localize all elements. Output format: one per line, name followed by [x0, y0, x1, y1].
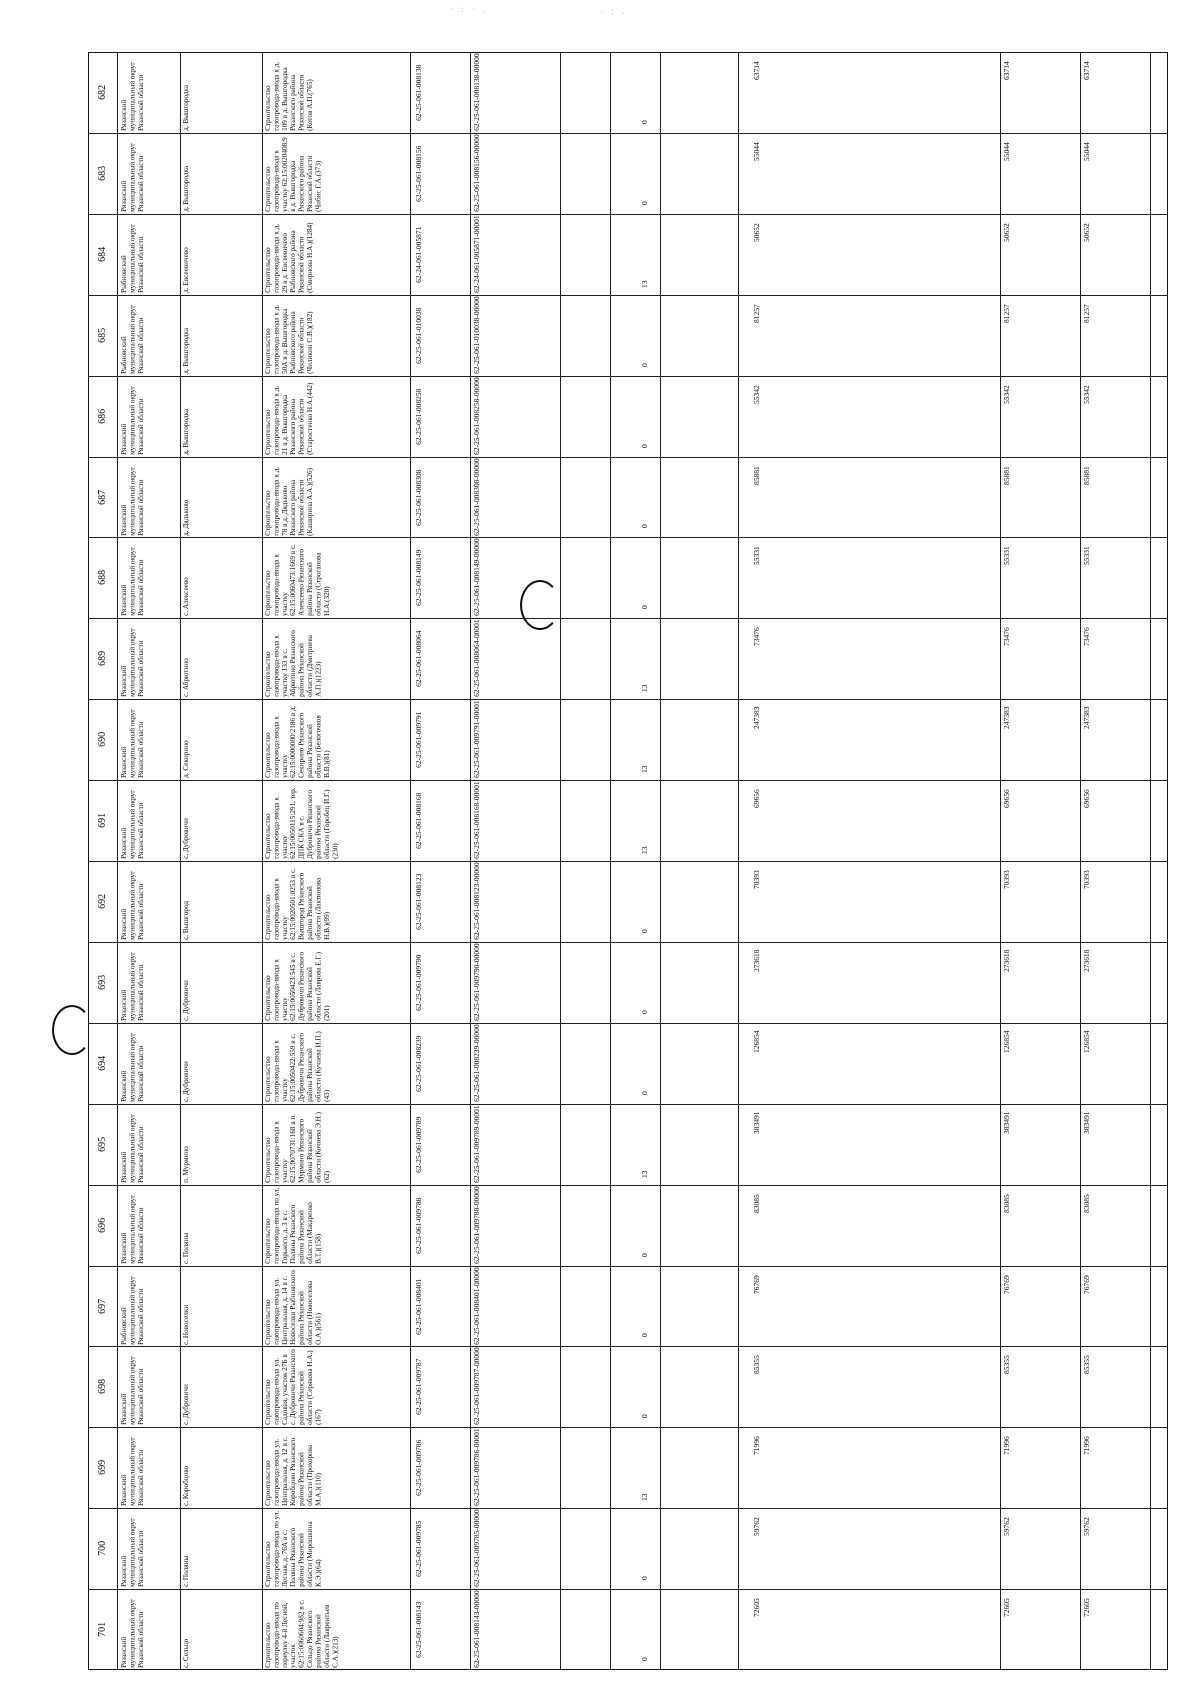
- locality-cell: с. Абрютино: [182, 658, 190, 698]
- district-cell: Рязанский муниципальный округ Рязанской области: [120, 1113, 145, 1183]
- fee-cell: 0: [640, 605, 649, 610]
- sum-cell: 85355: [1002, 1356, 1011, 1375]
- fee-cell: 13: [640, 765, 649, 773]
- sum-cell: 55342: [1002, 385, 1011, 404]
- fee-cell: 13: [640, 1493, 649, 1501]
- fee-cell: 0: [640, 120, 649, 124]
- description-cell: Строительство газопровода-ввода по ул. Лесная, д. 76А в с. Поляны Рязанского района Рязанской области (Мирошкина К.Э.)(64): [264, 1510, 323, 1588]
- object-code-cell: 62-25-061-008064: [414, 630, 423, 687]
- district-cell: Рыбновский муниципальный округ Рязанской области: [120, 304, 145, 374]
- sum-cell: 76769: [1082, 1275, 1091, 1294]
- sum-cell: 81257: [1002, 304, 1011, 324]
- sum-cell: 63714: [752, 61, 761, 81]
- row-number: 694: [97, 1055, 108, 1071]
- district-cell: Рыбновский муниципальный округ Рязанской области: [120, 223, 145, 293]
- row-divider: [88, 457, 1168, 458]
- sum-cell: 71996: [1002, 1436, 1011, 1456]
- row-divider: [88, 1266, 1168, 1267]
- row-number: 682: [97, 84, 108, 100]
- row-number: 684: [97, 246, 108, 262]
- locality-cell: с. Поляны: [182, 1232, 190, 1264]
- description-cell: Строительство газопровода-ввода ул. Центральная, д. 12 в с. Коробцово Рязанского района Рязанской области (Прохорова М.А.)(110): [264, 1436, 323, 1507]
- object-code-cell: 62-25-061-008258: [414, 387, 423, 445]
- locality-cell: д. Евсеевичево: [182, 247, 190, 293]
- sum-cell: 72605: [752, 1598, 761, 1618]
- description-cell: Строительство газопровода-ввода к участку 62:15:0020408:9 в д. Вышгородка Рязанского района Рязанской области (Чибис Г.А.(373): [264, 137, 323, 212]
- row-number: 688: [97, 570, 108, 586]
- fee-cell: 0: [640, 929, 649, 933]
- sum-cell: 73476: [1002, 627, 1011, 647]
- object-code-cell: 62-25-061-010038: [414, 307, 423, 364]
- object-code-full-cell: 62-25-061-009786-00001: [472, 1428, 481, 1507]
- district-cell: Рязанский муниципальный округ Рязанской области: [120, 1194, 145, 1264]
- fee-cell: 0: [640, 524, 649, 529]
- object-code-cell: 62-25-061-008401: [414, 1277, 423, 1335]
- sum-cell: 85355: [1082, 1356, 1091, 1375]
- description-cell: Строительство газопровода-ввода к участку 62:15:0070731:168 в п. Мурмино Рязанского района Рязанской области (Кочиева Э.Н.)(62): [264, 1111, 331, 1183]
- fee-cell: 13: [640, 279, 649, 288]
- row-number: 699: [97, 1460, 108, 1476]
- description-cell: Строительство газопровода-ввода к участку 62:15:0060473:1669 в с. Алексеево Рязанского района Рязанской области (Строганова Н.А.(320): [264, 544, 331, 617]
- district-cell: Рыбновский муниципальный округ Рязанской области: [120, 1275, 145, 1345]
- district-cell: Рязанский муниципальный округ Рязанской области: [120, 951, 145, 1021]
- object-code-cell: 62-24-061-005871: [414, 226, 423, 283]
- sum-cell: 55342: [1082, 385, 1091, 404]
- sum-cell: 59762: [1002, 1517, 1011, 1537]
- sum-cell: 55342: [752, 385, 761, 404]
- row-divider: [88, 214, 1168, 215]
- object-code-cell: 62-25-061-008156: [414, 145, 423, 202]
- row-number: 691: [97, 813, 108, 829]
- sum-cell: 247383: [1002, 706, 1011, 730]
- district-cell: Рязанский муниципальный округ Рязанской области: [120, 61, 145, 131]
- locality-cell: с. Вышгород: [182, 900, 190, 940]
- sum-cell: 126854: [1002, 1030, 1011, 1054]
- object-code-full-cell: 62-25-061-009791-00001: [472, 700, 481, 779]
- district-cell: Рязанский муниципальный округ Рязанской области: [120, 1437, 145, 1507]
- sum-cell: 55331: [1082, 547, 1091, 566]
- row-number: 687: [97, 489, 108, 505]
- district-cell: Рязанский муниципальный округ Рязанской области: [120, 1599, 145, 1668]
- sum-cell: 55044: [1002, 142, 1011, 162]
- description-cell: Строительство газопровода-ввода к д. 50А в д. Вышгородка Рыбновского района Рязанской области (Чиликин С.В.)(182): [264, 304, 315, 374]
- district-cell: Рязанский муниципальный округ Рязанской области: [120, 790, 145, 859]
- district-cell: Рязанский муниципальный округ Рязанской области: [120, 547, 145, 617]
- row-divider: [88, 1023, 1168, 1024]
- row-divider: [88, 376, 1168, 377]
- object-code-full-cell: 62-25-061-008168-00001: [472, 781, 481, 859]
- sum-cell: 247383: [752, 706, 761, 730]
- object-code-full-cell: 62-25-061-009790-00000: [472, 943, 481, 1021]
- sum-cell: 81257: [752, 304, 761, 324]
- fee-cell: 0: [640, 1576, 649, 1580]
- object-code-cell: 62-25-061-009785: [414, 1520, 423, 1577]
- description-cell: Строительство газопровода-ввода к участку 133 в с. Абрютино Рязанского района Рязанской области (Дмитриева А.П.)(1223): [264, 630, 323, 698]
- sum-cell: 83085: [1082, 1194, 1091, 1213]
- sum-cell: 85355: [752, 1356, 761, 1375]
- description-cell: Строительство газопровода-ввода к участку 62:15:0020501:0253 в с. Вышгород Рязанского района Рязанской области (Лактюнова Н.В.)(99): [264, 868, 331, 940]
- row-divider: [88, 1185, 1168, 1186]
- sum-cell: 59762: [752, 1517, 761, 1537]
- locality-cell: п. Мурмино: [182, 1146, 190, 1183]
- fee-cell: 0: [640, 200, 649, 205]
- object-code-full-cell: 62-25-061-008239-00000: [472, 1024, 481, 1102]
- description-cell: Строительство газопровода-ввода к д. 109 в д. Вышгородка Рязанского района Рязанской области (Котов А.П.(765): [264, 61, 315, 131]
- description-cell: Строительство газопровода-ввода по переулку 4-й Лесной, участок 62:15:0060604:982 в с. Сельцо Рязанского района Рязанской области (Лаврентьев С.А.)(213): [264, 1599, 340, 1668]
- sum-cell: 73476: [1082, 627, 1091, 647]
- sum-cell: 50652: [1002, 223, 1011, 243]
- row-number: 689: [97, 651, 108, 667]
- description-cell: Строительство газопровода-ввода ул. Садовая, участок 27Б в с. Дубровичи Рязанского района Рязанской области (Серякова Н.А.)(167): [264, 1349, 323, 1426]
- locality-cell: д. Вышгородка: [182, 84, 190, 131]
- object-code-cell: 62-25-061-009791: [414, 711, 423, 768]
- object-code-cell: 62-25-061-009788: [414, 1196, 423, 1254]
- object-code-full-cell: 62-25-061-009789-00001: [472, 1105, 481, 1183]
- scan-noise: · : · .: [450, 4, 489, 14]
- fee-cell: 0: [640, 362, 649, 367]
- sum-cell: 383491: [1002, 1111, 1011, 1134]
- fee-cell: 0: [640, 1009, 649, 1014]
- sum-cell: 81257: [1082, 304, 1091, 324]
- district-cell: Рязанский муниципальный округ Рязанской области: [120, 870, 145, 940]
- sum-cell: 59762: [1082, 1517, 1091, 1537]
- row-divider: [88, 295, 1168, 296]
- object-code-cell: 62-25-061-008123: [414, 873, 423, 930]
- district-cell: Рязанский муниципальный округ Рязанской области: [120, 385, 145, 455]
- sum-cell: 55331: [1002, 547, 1011, 566]
- description-cell: Строительство газопровода-ввода ул. Центральная, д. 14 в с. Новоселки Рыбновского района Рязанской области (Новоселова О.А.)(561): [264, 1269, 323, 1345]
- sum-cell: 72605: [1002, 1598, 1011, 1618]
- description-cell: Строительство газопровода-ввода к участку 62:15:0050422:559 в с. Дубровичи Рязанского района Рязанской области (Кучаева И.П.)(43): [264, 1030, 331, 1102]
- district-cell: Рязанский муниципальный округ Рязанской области: [120, 142, 145, 212]
- object-code-cell: 62-25-061-009787: [414, 1358, 423, 1415]
- locality-cell: с. Дубровичи: [182, 980, 190, 1021]
- object-code-full-cell: 62-25-061-010038-00000: [472, 296, 481, 374]
- punch-hole-mark: [520, 580, 560, 630]
- row-divider: [88, 861, 1168, 862]
- fee-cell: 13: [640, 846, 649, 854]
- object-code-full-cell: 62-25-061-009787-00000: [472, 1347, 481, 1426]
- object-code-full-cell: 62-25-061-008138-00000: [472, 53, 481, 131]
- sum-cell: 55044: [752, 142, 761, 162]
- sum-cell: 50652: [752, 223, 761, 243]
- locality-cell: д. Секирино: [182, 740, 190, 779]
- row-divider: [88, 780, 1168, 781]
- sum-cell: 50652: [1082, 223, 1091, 243]
- district-cell: Рязанский муниципальный округ Рязанской области: [120, 466, 145, 536]
- sum-cell: 247383: [1082, 706, 1091, 730]
- object-code-cell: 62-25-061-008308: [414, 468, 423, 526]
- object-code-full-cell: 62-25-061-008149-00000: [472, 538, 481, 617]
- row-number: 700: [97, 1541, 108, 1557]
- fee-cell: 0: [640, 1414, 649, 1419]
- fee-cell: 0: [640, 1252, 649, 1257]
- sum-cell: 70393: [752, 870, 761, 890]
- district-cell: Рязанский муниципальный округ Рязанской области: [120, 1518, 145, 1588]
- description-cell: Строительство газопровода-ввода к участку 62:15:0050423:545 в с. Дубровичи Рязанского района Рязанской области (Лаврова Е.Г.)(201): [264, 951, 331, 1021]
- locality-cell: с. Дубровичи: [182, 818, 190, 859]
- object-code-full-cell: 62-25-061-008308-00000: [472, 457, 481, 536]
- object-code-cell: 62-25-061-008239: [414, 1035, 423, 1092]
- object-code-full-cell: 62-25-061-008064-00001: [472, 619, 481, 698]
- sum-cell: 85881: [752, 466, 761, 485]
- row-number: 697: [97, 1298, 108, 1314]
- description-cell: Строительство газопровода-ввода к д. 21 в д. Вышгородка Рязанского района Рязанской области (Старостенко Н.А.(442): [264, 382, 315, 455]
- scan-noise: · : .: [600, 6, 628, 16]
- locality-cell: с. Алексеево: [182, 577, 190, 617]
- object-code-cell: 62-25-061-009789: [414, 1116, 423, 1173]
- description-cell: Строительство газопровода-ввода к участку 62:15:0000000:2186 в д. Секирино Рязанского района Рязанской области (Белогочков В.В.)(81): [264, 705, 331, 779]
- sum-cell: 70393: [1082, 870, 1091, 890]
- row-number: 685: [97, 327, 108, 343]
- row-number: 696: [97, 1217, 108, 1233]
- fee-cell: 0: [640, 1657, 649, 1661]
- district-cell: Рязанский муниципальный округ Рязанской области: [120, 1356, 145, 1426]
- object-code-cell: 62-25-061-009786: [414, 1439, 423, 1496]
- row-number: 695: [97, 1136, 108, 1152]
- sum-cell: 76769: [752, 1275, 761, 1294]
- sum-cell: 63714: [1082, 61, 1091, 81]
- sum-cell: 72605: [1082, 1598, 1091, 1618]
- sum-cell: 83085: [1002, 1194, 1011, 1213]
- locality-cell: с. Сельцо: [182, 1638, 190, 1668]
- fee-cell: 13: [640, 1169, 649, 1178]
- locality-cell: с. Поляны: [182, 1556, 190, 1588]
- row-number: 690: [97, 732, 108, 748]
- locality-cell: д. Вышгородка: [182, 327, 190, 374]
- locality-cell: с. Дубровичи: [182, 1060, 190, 1102]
- locality-cell: с. Новоселки: [182, 1304, 190, 1345]
- fee-cell: 0: [640, 1333, 649, 1338]
- row-divider: [88, 942, 1168, 943]
- row-divider: [88, 133, 1168, 134]
- sum-cell: 383491: [1082, 1111, 1091, 1134]
- sum-cell: 83085: [752, 1194, 761, 1213]
- sum-cell: 85881: [1002, 466, 1011, 485]
- object-code-full-cell: 62-25-061-009788-00000: [472, 1185, 481, 1264]
- sum-cell: 85881: [1082, 466, 1091, 485]
- sum-cell: 71996: [752, 1436, 761, 1456]
- object-code-cell: 62-25-061-008143: [414, 1601, 423, 1658]
- district-cell: Рязанский муниципальный округ Рязанской области: [120, 1032, 145, 1102]
- sum-cell: 69656: [1082, 789, 1091, 809]
- description-cell: Строительство газопровода-ввода к д. 29 в д. Евсеевичево Рыбновского района Рязанской области (Смирнова Н.А.)(1284): [264, 222, 315, 293]
- fee-cell: 0: [640, 1090, 649, 1095]
- object-code-cell: 62-25-061-008168: [414, 792, 423, 849]
- sum-cell: 63714: [1002, 61, 1011, 81]
- description-cell: Строительство газопровода-ввода к д. 78 в д. Дядьково Рязанского района Рязанской области (Каширина А.А.)(526): [264, 466, 315, 536]
- sum-cell: 55331: [752, 547, 761, 566]
- sum-cell: 273618: [752, 949, 761, 973]
- sum-cell: 70393: [1002, 870, 1011, 890]
- sum-cell: 273618: [1082, 949, 1091, 973]
- object-code-cell: 62-25-061-008149: [414, 549, 423, 606]
- object-code-full-cell: 62-25-061-008258-00000: [472, 376, 481, 455]
- district-cell: Рязанский муниципальный округ Рязанской области: [120, 628, 145, 698]
- object-code-full-cell: 62-25-061-008156-00000: [472, 134, 481, 212]
- sum-cell: 76769: [1002, 1275, 1011, 1294]
- row-number: 701: [97, 1622, 108, 1638]
- row-number: 686: [97, 408, 108, 424]
- sum-cell: 126854: [1082, 1030, 1091, 1054]
- object-code-full-cell: 62-25-061-008123-00000: [472, 862, 481, 940]
- row-number: 693: [97, 974, 108, 990]
- object-code-cell: 62-25-061-008138: [414, 64, 423, 121]
- locality-cell: д. Вышгородка: [182, 165, 190, 212]
- description-cell: Строительство газопровода-ввода по ул. Горького, д. 3 в с. Поляны Рязанского района Рязанской области (Макаренко В.Т.)(158): [264, 1187, 323, 1264]
- object-code-full-cell: 62-25-061-008401-00000: [472, 1266, 481, 1345]
- sum-cell: 69656: [1002, 789, 1011, 809]
- sum-cell: 69656: [752, 789, 761, 809]
- sum-cell: 126854: [752, 1030, 761, 1054]
- sum-cell: 55044: [1082, 142, 1091, 162]
- punch-hole-mark: [52, 1005, 92, 1055]
- row-divider: [88, 1589, 1168, 1590]
- locality-cell: с. Коробцово: [182, 1466, 190, 1507]
- object-code-full-cell: 62-25-061-009785-00000: [472, 1509, 481, 1588]
- object-code-cell: 62-25-061-009790: [414, 954, 423, 1011]
- object-code-full-cell: 62-25-061-008143-00000: [472, 1590, 481, 1668]
- description-cell: Строительство газопровода-ввода к участку 62:15:0050115:291, тер. ДПК СКА в с. Дубровичи Рязанского района Рязанской области (Горобец И.Г.)(230): [264, 787, 340, 859]
- fee-cell: 13: [640, 684, 649, 692]
- row-number: 698: [97, 1379, 108, 1395]
- sum-cell: 383491: [752, 1111, 761, 1134]
- row-divider: [88, 1104, 1168, 1105]
- sum-cell: 273618: [1002, 949, 1011, 973]
- fee-cell: 0: [640, 443, 649, 448]
- sum-cell: 73476: [752, 627, 761, 647]
- locality-cell: д. Дядьково: [182, 499, 190, 536]
- row-number: 692: [97, 893, 108, 909]
- locality-cell: д. Вышгородка: [182, 408, 190, 455]
- row-number: 683: [97, 165, 108, 181]
- sum-cell: 71996: [1082, 1436, 1091, 1456]
- object-code-full-cell: 62-24-061-005871-00001: [472, 215, 481, 293]
- district-cell: Рязанский муниципальный округ Рязанской области: [120, 709, 145, 779]
- locality-cell: с. Дубровичи: [182, 1384, 190, 1426]
